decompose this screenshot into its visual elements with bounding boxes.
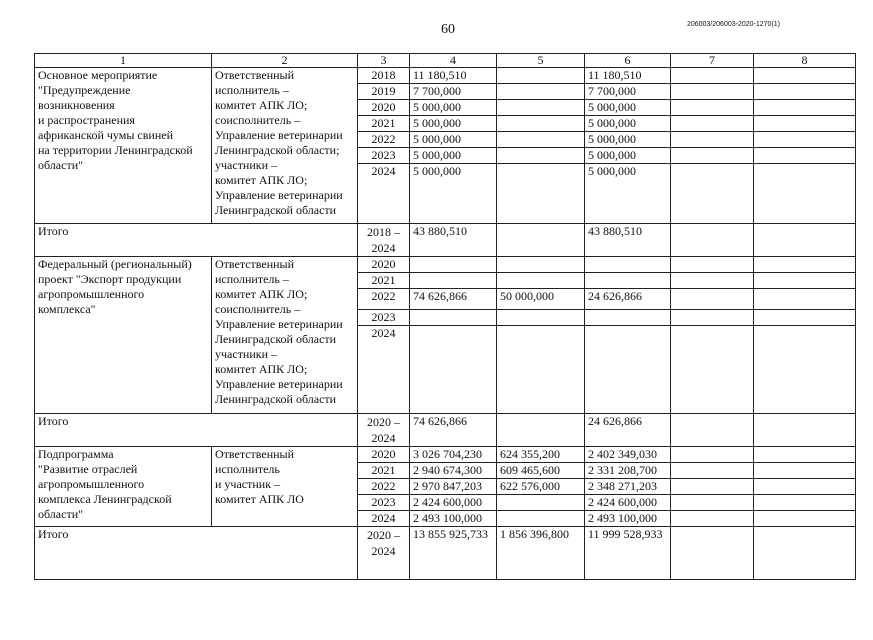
- column-number-row: [35, 54, 856, 68]
- federal-budget-cell: [497, 132, 584, 148]
- responsible-line: Ответственный: [215, 257, 295, 271]
- empty-cell: [754, 495, 855, 511]
- responsible-line: Ленинградской области: [215, 392, 337, 406]
- total-row: [35, 224, 856, 257]
- total-row: [35, 527, 856, 580]
- total-funding-cell: [410, 257, 496, 273]
- year-cell: 2021: [358, 463, 409, 479]
- federal-budget-cell: [497, 495, 584, 511]
- responsible-line: исполнитель: [215, 462, 280, 476]
- total-label: Итого: [35, 414, 358, 447]
- measure-name-line: Основное мероприятие: [38, 68, 158, 82]
- federal-budget-cell: [497, 116, 584, 132]
- empty-cell: [671, 414, 754, 447]
- responsible-line: Ленинградской области;: [215, 143, 340, 157]
- responsible-cell: [212, 68, 358, 224]
- column-number: 4: [410, 54, 497, 68]
- total-years: [358, 414, 410, 447]
- total-funding-cell-stack: [410, 68, 497, 224]
- empty-cell: [754, 148, 855, 164]
- total-label: Итого: [35, 527, 358, 580]
- federal-budget-cell: 624 355,200: [497, 447, 584, 463]
- regional-budget-cell: 5 000,000: [585, 132, 670, 148]
- responsible-line: Ответственный: [215, 68, 295, 82]
- measure-name-line: проект "Экспорт продукции: [38, 272, 182, 286]
- federal-budget-cell: [497, 100, 584, 116]
- total-funding-cell: 5 000,000: [410, 132, 496, 148]
- measure-name-line: африканской чумы свиней: [38, 128, 174, 142]
- measure-name-line: области": [38, 507, 84, 521]
- regional-budget-cell: [585, 273, 670, 289]
- total-c6-cell: 24 626,866: [585, 414, 671, 447]
- empty-cell: [754, 68, 855, 84]
- measure-name-line: Подпрограмма: [38, 447, 114, 461]
- empty-cell: [671, 132, 753, 148]
- column-number: 5: [497, 54, 585, 68]
- empty-cell: [754, 463, 855, 479]
- program-block-row: [35, 447, 856, 527]
- column-number: 1: [35, 54, 212, 68]
- column-number: 8: [754, 54, 856, 68]
- total-years: [358, 224, 410, 257]
- measure-name-line: "Предупреждение: [38, 83, 131, 97]
- year-cell: 2024: [371, 326, 396, 340]
- responsible-line: Управление ветеринарии: [215, 377, 343, 391]
- responsible-line: участники –: [215, 347, 278, 361]
- empty-cell: [671, 447, 753, 463]
- empty-cell: [671, 273, 753, 289]
- total-c6-cell: 43 880,510: [585, 224, 671, 257]
- year-cell: 2021: [358, 116, 409, 132]
- empty-cell: [671, 463, 753, 479]
- total-c5-cell: [497, 224, 585, 257]
- total-funding-cell: 2 424 600,000: [410, 495, 496, 511]
- regional-budget-cell: [585, 257, 670, 273]
- responsible-line: Ленинградской области: [215, 332, 337, 346]
- federal-budget-cell: [497, 273, 584, 289]
- federal-budget-cell: [497, 257, 584, 273]
- responsible-line: Управление ветеринарии: [215, 188, 343, 202]
- year-cell: 2022: [358, 479, 409, 495]
- regional-budget-cell: 5 000,000: [585, 116, 670, 132]
- empty-cell: [671, 257, 753, 273]
- total-funding-cell: 7 700,000: [410, 84, 496, 100]
- empty-cell: [671, 224, 754, 257]
- measure-name-line: комплекса": [38, 302, 96, 316]
- total-c5-cell: 1 856 396,800: [497, 527, 585, 580]
- total-funding-cell-stack: [410, 257, 497, 414]
- federal-budget-cell: [497, 84, 584, 100]
- empty-cell: [671, 511, 753, 526]
- regional-budget-cell: 2 493 100,000: [588, 511, 657, 525]
- regional-budget-cell: 2 402 349,030: [585, 447, 670, 463]
- regional-budget-cell: 2 424 600,000: [585, 495, 670, 511]
- total-c4-cell: 43 880,510: [410, 224, 497, 257]
- empty-cell: [754, 116, 855, 132]
- total-years-end: 2024: [371, 431, 396, 445]
- measure-name-cell: [35, 257, 212, 414]
- federal-budget-cell-stack: [497, 447, 585, 527]
- total-years-end: 2024: [371, 544, 396, 558]
- empty-cell: [754, 100, 855, 116]
- year-cell: 2022: [358, 289, 409, 310]
- total-c4-cell: 74 626,866: [410, 414, 497, 447]
- federal-budget-cell: 50 000,000: [497, 289, 584, 310]
- year-cell: 2019: [358, 84, 409, 100]
- federal-budget-cell: [497, 310, 584, 326]
- program-block-row: [35, 257, 856, 414]
- responsible-line: участники –: [215, 158, 278, 172]
- total-row: [35, 414, 856, 447]
- total-years-end: 2024: [371, 241, 396, 255]
- regional-budget-cell: 5 000,000: [585, 148, 670, 164]
- column-8-stack: [754, 257, 856, 414]
- total-years-start: 2020 –: [367, 415, 400, 429]
- empty-cell: [671, 527, 754, 580]
- measure-name-cell: [35, 447, 212, 527]
- total-funding-cell: 5 000,000: [410, 116, 496, 132]
- total-c5-cell: [497, 414, 585, 447]
- empty-cell: [671, 495, 753, 511]
- measure-name-line: комплекса Ленинградской: [38, 492, 172, 506]
- federal-budget-cell-stack: [497, 68, 585, 224]
- regional-budget-cell-stack: [585, 257, 671, 414]
- responsible-cell: [212, 257, 358, 414]
- total-funding-cell: 5 000,000: [410, 100, 496, 116]
- federal-budget-cell: [497, 511, 584, 526]
- column-8-stack: [754, 68, 856, 224]
- total-funding-cell: [410, 310, 496, 326]
- federal-budget-cell: [497, 68, 584, 84]
- empty-cell: [754, 414, 856, 447]
- year-cell-stack: [358, 68, 410, 224]
- total-years-start: 2018 –: [367, 225, 400, 239]
- regional-budget-cell: 7 700,000: [585, 84, 670, 100]
- federal-budget-cell: 622 576,000: [497, 479, 584, 495]
- year-cell: 2023: [358, 495, 409, 511]
- responsible-line: комитет АПК ЛО: [215, 492, 304, 506]
- empty-cell: [754, 224, 856, 257]
- regional-budget-cell: [585, 310, 670, 326]
- year-cell: 2020: [358, 100, 409, 116]
- year-cell: 2020: [358, 447, 409, 463]
- regional-budget-cell-stack: [585, 68, 671, 224]
- program-block-row: [35, 68, 856, 224]
- federal-budget-cell: [497, 326, 584, 413]
- regional-budget-cell: 5 000,000: [585, 100, 670, 116]
- empty-cell: [671, 148, 753, 164]
- regional-budget-cell: 2 331 208,700: [585, 463, 670, 479]
- regional-budget-cell: [585, 326, 670, 413]
- empty-cell: [671, 164, 753, 223]
- total-funding-cell: [410, 273, 496, 289]
- total-funding-cell: 11 180,510: [410, 68, 496, 84]
- responsible-line: Ленинградской области: [215, 203, 337, 217]
- empty-cell: [671, 289, 753, 310]
- responsible-line: соисполнитель –: [215, 113, 301, 127]
- empty-cell: [671, 479, 753, 495]
- total-label: Итого: [35, 224, 358, 257]
- responsible-cell: [212, 447, 358, 527]
- measure-name-cell: [35, 68, 212, 224]
- empty-cell: [754, 511, 855, 526]
- total-funding-cell: [410, 326, 496, 413]
- column-number: 2: [212, 54, 358, 68]
- regional-budget-cell: 11 180,510: [585, 68, 670, 84]
- empty-cell: [671, 310, 753, 326]
- document-id: 206003/206003-2020-1270(1): [686, 21, 780, 28]
- empty-cell: [754, 326, 855, 413]
- empty-cell: [754, 289, 855, 310]
- federal-budget-cell: [497, 164, 584, 223]
- column-number: 7: [671, 54, 754, 68]
- total-funding-cell: 74 626,866: [410, 289, 496, 310]
- total-years-start: 2020 –: [367, 528, 400, 542]
- column-number: 3: [358, 54, 410, 68]
- empty-cell: [754, 257, 855, 273]
- empty-cell: [671, 84, 753, 100]
- responsible-line: исполнитель –: [215, 272, 289, 286]
- column-8-stack: [754, 447, 856, 527]
- measure-name-line: агропромышленного: [38, 287, 145, 301]
- year-cell: 2018: [358, 68, 409, 84]
- year-cell: 2024: [371, 511, 396, 525]
- responsible-line: исполнитель –: [215, 83, 289, 97]
- total-c6-cell: 11 999 528,933: [585, 527, 671, 580]
- page-number: 60: [441, 22, 455, 37]
- total-funding-cell: 3 026 704,230: [410, 447, 496, 463]
- responsible-line: комитет АПК ЛО;: [215, 98, 308, 112]
- federal-budget-cell: [497, 148, 584, 164]
- column-number: 6: [585, 54, 671, 68]
- column-7-stack: [671, 257, 754, 414]
- year-cell: 2023: [358, 148, 409, 164]
- column-7-stack: [671, 447, 754, 527]
- total-funding-cell: 2 940 674,300: [410, 463, 496, 479]
- federal-budget-cell-stack: [497, 257, 585, 414]
- year-cell: 2021: [358, 273, 409, 289]
- responsible-line: комитет АПК ЛО;: [215, 362, 308, 376]
- responsible-line: комитет АПК ЛО;: [215, 287, 308, 301]
- responsible-line: Ответственный: [215, 447, 295, 461]
- measure-name-line: и распространения: [38, 113, 135, 127]
- empty-cell: [754, 310, 855, 326]
- empty-cell: [754, 84, 855, 100]
- total-funding-cell: 5 000,000: [410, 148, 496, 164]
- empty-cell: [754, 132, 855, 148]
- empty-cell: [671, 100, 753, 116]
- empty-cell: [754, 527, 856, 580]
- measure-name-line: агропромышленного: [38, 477, 145, 491]
- empty-cell: [671, 68, 753, 84]
- year-cell: 2023: [358, 310, 409, 326]
- regional-budget-cell: 2 348 271,203: [585, 479, 670, 495]
- column-7-stack: [671, 68, 754, 224]
- regional-budget-cell: 5 000,000: [588, 164, 636, 178]
- responsible-line: Управление ветеринарии: [215, 317, 343, 331]
- empty-cell: [671, 326, 753, 413]
- empty-cell: [754, 447, 855, 463]
- responsible-line: комитет АПК ЛО;: [215, 173, 308, 187]
- responsible-line: и участник –: [215, 477, 281, 491]
- year-cell: 2024: [371, 164, 396, 178]
- total-c4-cell: 13 855 925,733: [410, 527, 497, 580]
- total-funding-cell: 2 970 847,203: [410, 479, 496, 495]
- total-funding-cell: 2 493 100,000: [413, 511, 482, 525]
- total-funding-cell-stack: [410, 447, 497, 527]
- empty-cell: [671, 116, 753, 132]
- regional-budget-cell-stack: [585, 447, 671, 527]
- year-cell-stack: [358, 447, 410, 527]
- measure-name-line: возникновения: [38, 98, 115, 112]
- empty-cell: [754, 479, 855, 495]
- regional-budget-cell: 24 626,866: [585, 289, 670, 310]
- measure-name-line: "Развитие отраслей: [38, 462, 138, 476]
- year-cell: 2022: [358, 132, 409, 148]
- federal-budget-cell: 609 465,600: [497, 463, 584, 479]
- total-years: [358, 527, 410, 580]
- program-funding-table: [34, 53, 856, 580]
- measure-name-line: Федеральный (региональный): [38, 257, 192, 271]
- empty-cell: [754, 164, 855, 223]
- measure-name-line: области": [38, 158, 84, 172]
- year-cell: 2020: [358, 257, 409, 273]
- responsible-line: Управление ветеринарии: [215, 128, 343, 142]
- responsible-line: соисполнитель –: [215, 302, 301, 316]
- total-funding-cell: 5 000,000: [413, 164, 461, 178]
- year-cell-stack: [358, 257, 410, 414]
- measure-name-line: на территории Ленинградской: [38, 143, 193, 157]
- empty-cell: [754, 273, 855, 289]
